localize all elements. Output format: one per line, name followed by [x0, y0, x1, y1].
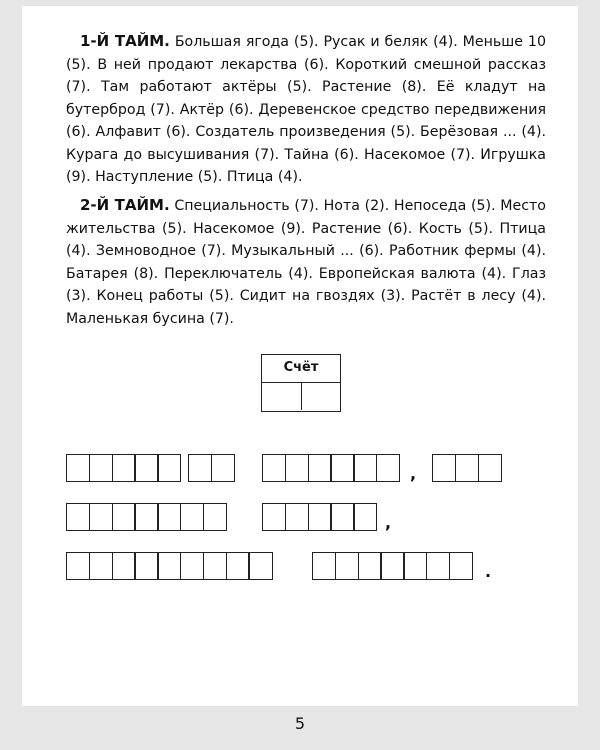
first-half-heading: 1-Й ТАЙМ. — [80, 32, 170, 50]
score-box — [261, 354, 341, 412]
second-half-clues — [66, 194, 546, 330]
answer-word-r1-w2[interactable] — [188, 454, 234, 482]
page-number: 5 — [294, 714, 306, 733]
answer-word-r2-w2[interactable] — [262, 503, 376, 531]
answer-word-r1-w1[interactable] — [66, 454, 180, 482]
answer-word-r1-w4[interactable] — [432, 454, 500, 482]
second-half-text: Специальность (7). Нота (2). Непоседа (5). Место жительства (5). Насекомое (9). Растение (6). Кость (5). Птица (4). Земноводное (7). Музыкальный ... (6). Работник фермы (4). Батарея (8). Переключатель (4). Европейская валюта (4). Глаз (3). Конец работы (5). Сидит на гвоздях (3). Растёт в лесу (4). Маленькая бусина (7). — [66, 198, 546, 327]
comma-r2: , — [385, 513, 392, 532]
comma-r1: , — [410, 464, 417, 483]
score-cell-right[interactable] — [302, 383, 341, 410]
period-r3: . — [485, 562, 492, 581]
score-cell-left[interactable] — [262, 383, 302, 410]
answer-word-r1-w3[interactable] — [262, 454, 399, 482]
first-half-clues — [66, 30, 546, 189]
answer-word-r3-w1[interactable] — [66, 552, 271, 580]
worksheet-page — [22, 6, 578, 706]
score-label: Счёт — [262, 355, 340, 383]
answer-word-r2-w1[interactable] — [66, 503, 226, 531]
first-half-text: Большая ягода (5). Русак и беляк (4). Меньше 10 (5). В ней продают лекарства (6). Короткий смешной рассказ (7). Там работают актёры (5). Растение (8). Её кладут на бутерброд (7). Актёр (6). Деревенское средство передвижения (6). Алфавит (6). Создатель произведения (5). Берёзовая ... (4). Курага до высушивания (7). Тайна (6). Насекомое (7). Игрушка (9). Наступление (5). Птица (4). — [66, 34, 546, 185]
answer-word-r3-w2[interactable] — [312, 552, 472, 580]
second-half-heading: 2-Й ТАЙМ. — [80, 196, 170, 214]
